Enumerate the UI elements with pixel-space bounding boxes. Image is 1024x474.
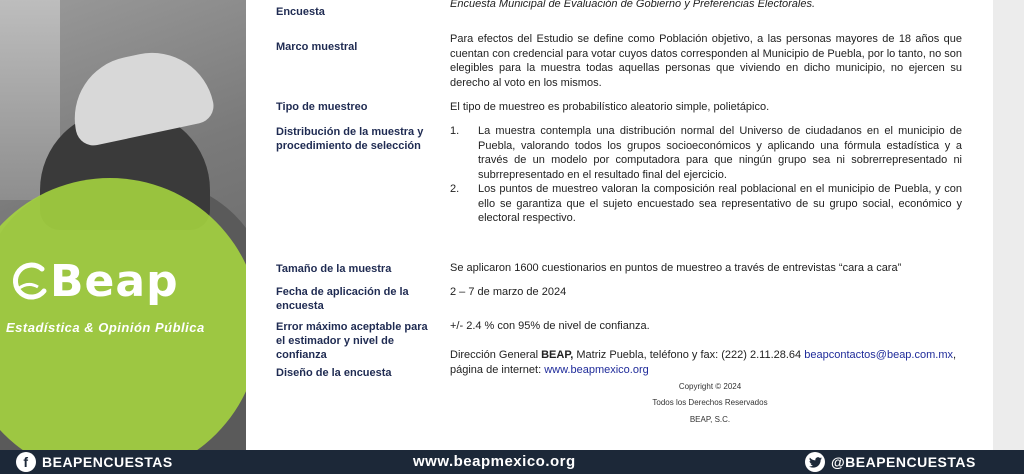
value-diseno-encuesta [450, 348, 962, 377]
value-encuesta: Encuesta Municipal de Evaluación de Gobierno y Preferencias Electorales. [450, 0, 816, 10]
label-tamano-muestra: Tamaño de la muestra [276, 263, 392, 275]
twitter-icon [805, 452, 825, 472]
label-tipo-muestreo: Tipo de muestreo [276, 101, 368, 113]
value-tamano-muestra: Se aplicaron 1600 cuestionarios en puntos de muestreo a través de entrevistas “cara a cara” [450, 262, 902, 274]
list-item-text: Los puntos de muestreo valoran la composición real poblacional en el municipio de Puebla, y con ello se garantiza que el sujeto encuestado sea representativo de su grupo social, económico y electoral respectivo. [478, 183, 962, 224]
right-margin-strip [993, 0, 1024, 450]
distribution-list [450, 124, 962, 226]
label-fecha-aplicacion: Fecha de aplicación de la encuesta [276, 286, 409, 312]
label-error-maximo: Error máximo aceptable para el estimador y nivel de confianza [276, 321, 428, 361]
twitter-link[interactable] [805, 450, 976, 474]
email-link[interactable]: beapcontactos@beap.com.mx [804, 349, 953, 361]
twitter-handle: @BEAPENCUESTAS [831, 454, 976, 470]
label-distribucion: Distribución de la muestra y procedimiento de selección [276, 126, 424, 152]
list-item-number: 2. [450, 183, 460, 195]
value-marco-muestral: Para efectos del Estudio se define como Población objetivo, a las personas mayores de 18 años que cuentan con credencial para votar cuyos datos corresponden al Municipio de Puebla, por lo tanto, no son elegibles para la muestra todas aquellas personas que viviendo en dicho municipio, no ejercen su derecho al voto en los mismos. [450, 33, 962, 89]
value-fecha-aplicacion: 2 – 7 de marzo de 2024 [450, 286, 567, 298]
copyright-text: Copyright © 2024 [678, 382, 742, 391]
label-marco-muestral: Marco muestral [276, 41, 358, 53]
value-error-maximo: +/- 2.4 % con 95% de nivel de confianza. [450, 320, 650, 332]
twitter-bird-shape [809, 457, 822, 468]
website-footer-link[interactable]: www.beapmexico.org [413, 453, 576, 470]
list-item [450, 182, 962, 226]
facebook-icon: f [16, 452, 36, 472]
design-line2-prefix: , página de internet: [450, 349, 957, 376]
list-item-number: 1. [450, 125, 460, 137]
company-text: BEAP, S.C. [689, 415, 731, 424]
green-accent-circle [0, 178, 246, 450]
value-tipo-muestreo: El tipo de muestreo es probabilístico aleatorio simple, polietápico. [450, 101, 770, 113]
bottom-bar [0, 450, 1024, 474]
cover-photo-panel [0, 0, 246, 450]
value-distribucion [450, 124, 962, 226]
design-prefix: Dirección General [450, 349, 542, 361]
logo-swirl-icon [8, 261, 50, 303]
design-contact: Matriz Puebla, teléfono y fax: (222) 2.11.28.64 [573, 349, 805, 361]
design-company-bold: BEAP, [541, 349, 574, 361]
facebook-handle: BEAPENCUESTAS [42, 454, 173, 470]
label-diseno-encuesta: Diseño de la encuesta [276, 367, 392, 379]
list-item [450, 124, 962, 182]
facebook-link[interactable] [16, 450, 173, 474]
logo-text: Beap [50, 256, 179, 307]
logo-subtitle: Estadística & Opinión Pública [6, 320, 205, 335]
beap-logo [8, 256, 179, 307]
rights-text: Todos los Derechos Reservados [652, 398, 768, 407]
label-encuesta: Encuesta [276, 6, 325, 18]
photo-person-cap [63, 41, 217, 148]
list-item-text: La muestra contempla una distribución normal del Universo de ciudadanos en el municipio de Puebla, valorando todos los grupos socioeconómicos y aplicando una fórmula estadística y a través de un modelo por computadora para que ningún grupo sea ni sobrerrepresentado ni subrrepresentado en el resultado final del ejercicio. [478, 125, 962, 181]
website-link[interactable]: www.beapmexico.org [544, 363, 649, 376]
